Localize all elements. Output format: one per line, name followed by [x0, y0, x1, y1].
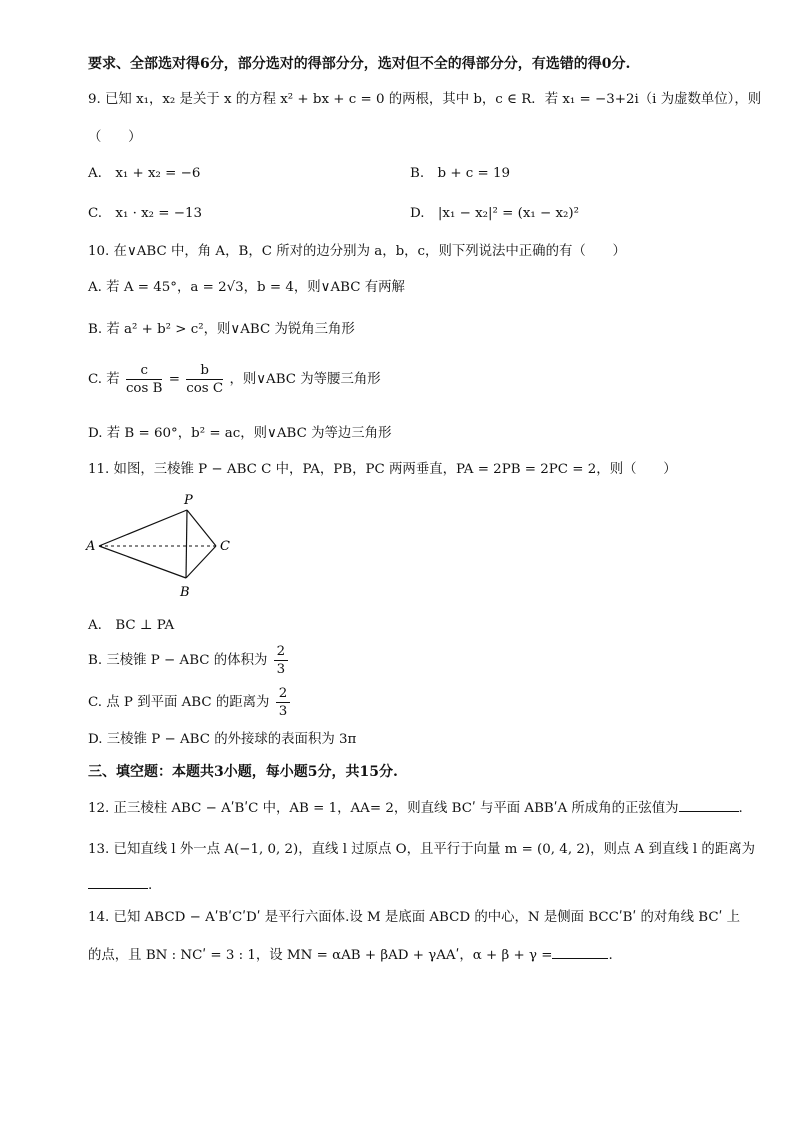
q14-stem-line1: 14. 已知 ABCD − AʹBʹCʹDʹ 是平行六面体.设 M 是底面 ABCD 的中心，N 是侧面 BCCʹBʹ 的对角线 BCʹ 上 [88, 910, 740, 925]
q11-option-c-fraction [276, 685, 291, 720]
q9-stem: 9. 已知 x₁，x₂ 是关于 x 的方程 x² + bx + c = 0 的两根，其中 b，c ∈ R．若 x₁ = −3+2i（i 为虚数单位），则 [88, 92, 762, 107]
q11-c-den: 3 [278, 704, 288, 719]
q14-stem-line2 [88, 944, 754, 966]
q11-option-c [88, 685, 754, 720]
q11-option-b [88, 643, 754, 678]
q11-b-num: 2 [274, 643, 289, 661]
q10-option-c [88, 362, 754, 397]
q10-option-c-suffix: ，则∨ABC 为等腰三角形 [229, 372, 381, 387]
q11-option-b-fraction [274, 643, 289, 678]
q14-answer-blank [552, 944, 608, 959]
q10-frac2-num: b [186, 362, 223, 380]
q13-answer-blank [88, 874, 148, 889]
q13-answer-line [88, 874, 754, 896]
q14-tail: . [608, 948, 613, 963]
q10-frac1-den: cos B [125, 381, 163, 396]
q12-answer-blank [679, 797, 739, 812]
q10-fraction-1 [126, 362, 163, 397]
q12-text: 12. 正三棱柱 ABC − AʹBʹC 中，AB = 1，AA= 2，则直线 BCʹ 与平面 ABBʹA 所成角的正弦值为 [88, 801, 679, 816]
q10-option-b: B. 若 a² + b² > c²，则∨ABC 为锐角三角形 [88, 322, 355, 337]
q11-option-a: A. BC ⊥ PA [88, 618, 175, 633]
figure-label-p: P [184, 493, 193, 508]
q9-option-b: B. b + c = 19 [410, 166, 511, 181]
figure-label-b: B [180, 585, 190, 600]
q13-stem: 13. 已知直线 l 外一点 A(−1, 0, 2)，直线 l 过原点 O，且平行于向量 m = (0, 4, 2)，则点 A 到直线 l 的距离为 [88, 842, 755, 857]
q10-equals: = [168, 372, 180, 387]
q9-option-a: A. x₁ + x₂ = −6 [88, 166, 201, 181]
q9-option-c: C. x₁ · x₂ = −13 [88, 206, 203, 221]
q10-option-d: D. 若 B = 60°，b² = ac，则∨ABC 为等边三角形 [88, 426, 392, 441]
q13-tail: . [148, 878, 153, 893]
q11-option-b-text: B. 三棱锥 P − ABC 的体积为 [88, 653, 268, 668]
section-3-heading: 三、填空题：本题共3小题，每小题5分，共15分. [88, 764, 398, 780]
q10-option-c-prefix: C. 若 [88, 372, 120, 387]
tetrahedron-figure [80, 488, 240, 604]
q12-stem [88, 797, 754, 819]
q10-frac2-den: cos C [186, 381, 224, 396]
q14-text: 的点，且 BN : NCʹ = 3 : 1，设 MN = αAB + βAD + γAAʹ，α + β + γ = [88, 948, 553, 963]
q11-stem: 11. 如图，三棱锥 P − ABC C 中，PA，PB，PC 两两垂直，PA = 2PB = 2PC = 2，则（ ） [88, 462, 677, 477]
q11-option-d: D. 三棱锥 P − ABC 的外接球的表面积为 3π [88, 732, 357, 747]
q10-frac1-num: c [126, 362, 163, 380]
q11-c-num: 2 [276, 685, 291, 703]
figure-label-c: C [220, 539, 230, 554]
q11-b-den: 3 [276, 662, 286, 677]
q12-tail: . [738, 801, 743, 816]
q10-stem: 10. 在∨ABC 中，角 A，B，C 所对的边分别为 a，b，c，则下列说法中正确的有（ ） [88, 244, 626, 259]
q11-option-c-text: C. 点 P 到平面 ABC 的距离为 [88, 695, 270, 710]
instruction-text: 要求、全部选对得6分，部分选对的得部分分，选对但不全的得部分分，有选错的得0分. [88, 56, 631, 72]
q9-option-d: D. |x₁ − x₂|² = (x₁ − x₂)² [410, 206, 579, 221]
q10-fraction-2 [186, 362, 223, 397]
figure-label-a: A [86, 539, 96, 554]
q9-answer-paren: （ ） [88, 130, 142, 145]
q10-option-a: A. 若 A = 45°，a = 2√3，b = 4，则∨ABC 有两解 [88, 280, 405, 295]
